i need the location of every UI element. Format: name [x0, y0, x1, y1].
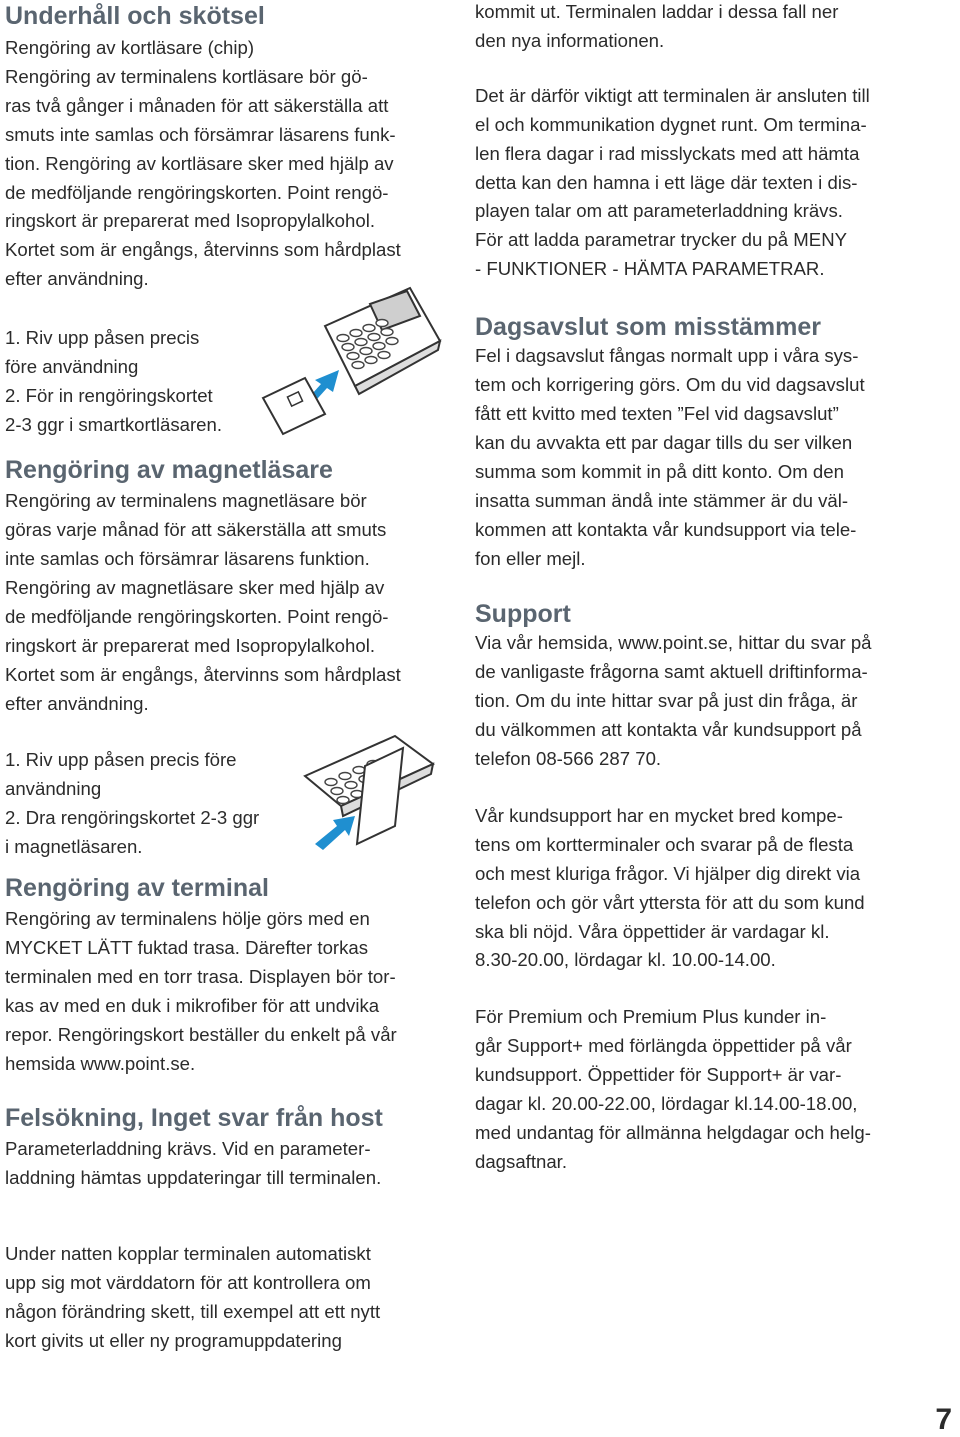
subtitle-chip-reader: Rengöring av kortläsare (chip): [5, 37, 255, 58]
text-line: tion. Rengöring av kortläsare sker med hjälp av: [5, 152, 394, 174]
step-line: 2. För in rengöringskortet: [5, 384, 213, 406]
text-line: tion. Om du inte hittar svar på just din fråga, är: [475, 690, 858, 712]
text-line: ringskort är preparerat med Isopropylalkohol.: [5, 210, 375, 232]
text-line: summa som kommit in på ditt konto. Om den: [475, 460, 844, 482]
step-line: 1. Riv upp påsen precis: [5, 327, 200, 349]
left-column: [5, 2, 445, 1193]
text-line: Rengöring av magnetläsare sker med hjälp av: [5, 576, 385, 598]
step-line: 2-3 ggr i smartkortläsaren.: [5, 413, 223, 435]
text-line: - FUNKTIONER - HÄMTA PARAMETRAR.: [475, 258, 825, 280]
text-line: Vår kundsupport har en mycket bred kompe-: [475, 804, 843, 826]
text-line: de vanligaste frågorna samt aktuell driftinforma-: [475, 661, 868, 683]
text-line: går Support+ med förlängda öppettider på vår: [475, 1035, 852, 1057]
day-close-text: [475, 342, 915, 573]
magnetic-swipe-illustration: [295, 716, 445, 856]
text-line: med undantag för allmänna helgdagar och helg-: [475, 1122, 871, 1143]
text-line: Rengöring av terminalens hölje görs med en: [5, 908, 370, 930]
text-line: el och kommunikation dygnet runt. Om termina-: [475, 113, 867, 135]
text-line: Via vår hemsida, www.point.se, hittar du svar på: [475, 632, 872, 654]
text-line: kort givits ut eller ny programuppdatering: [5, 1329, 342, 1351]
step-line: före användning: [5, 356, 139, 378]
magnetic-steps-text: [5, 746, 295, 862]
text-line: telefon 08-566 287 70.: [475, 748, 662, 770]
text-line: upp sig mot värddatorn för att kontrollera om: [5, 1271, 371, 1293]
text-line: MYCKET LÄTT fuktad trasa. Därefter torkas: [5, 937, 369, 959]
chip-steps-text: [5, 324, 255, 440]
section-title-maintenance: Underhåll och skötsel: [5, 2, 265, 30]
text-line: de medföljande rengöringskorten. Point rengö-: [5, 605, 389, 627]
text-line: Fel i dagsavslut fångas normalt upp i våra sys-: [475, 345, 859, 367]
night-update-text: [5, 1240, 445, 1356]
chip-reader-text: [5, 63, 445, 294]
text-line: telefon och gör vårt yttersta för att du som kund: [475, 891, 865, 913]
text-line: 8.30-20.00, lördagar kl. 10.00-14.00.: [475, 949, 776, 971]
text-line: kas av med en duk i mikrofiber för att undvika: [5, 995, 380, 1017]
text-line: Kortet som är engångs, återvinns som hårdplast: [5, 239, 401, 261]
magnetic-reader-text: [5, 487, 445, 718]
text-line: hemsida www.point.se.: [5, 1052, 196, 1074]
section-title-support: Support: [475, 600, 571, 629]
text-line: terminalen med en torr trasa. Displayen bör tor-: [5, 966, 396, 988]
section-title-terminal-cleaning: Rengöring av terminal: [5, 874, 269, 903]
text-line: Det är därför viktigt att terminalen är ansluten till: [475, 84, 870, 106]
section-title-day-close: Dagsavslut som misstämmer: [475, 313, 821, 342]
text-line: tens om kortterminaler och svarar på de flesta: [475, 833, 854, 855]
text-line: len flera dagar i rad misslyckats med att hämta: [475, 142, 860, 164]
text-line: den nya informationen.: [475, 29, 665, 51]
text-line: ras två gånger i månaden för att säkerställa att: [5, 94, 389, 116]
text-line: fått ett kvitto med texten ”Fel vid dagsavslut”: [475, 402, 839, 424]
terminal-cleaning-text: [5, 905, 445, 1078]
text-line: göras varje månad för att säkerställa att smuts: [5, 519, 387, 541]
text-line: Parameterladdning krävs. Vid en parameter-: [5, 1137, 371, 1159]
text-line: dagar kl. 20.00-22.00, lördagar kl.14.00-18.00,: [475, 1093, 858, 1115]
text-line: ringskort är preparerat med Isopropylalkohol.: [5, 634, 375, 656]
step-line: i magnetläsaren.: [5, 836, 143, 858]
text-line: du välkommen att kontakta vår kundsupport på: [475, 719, 862, 741]
section-title-troubleshooting: Felsökning, Inget svar från host: [5, 1103, 383, 1132]
text-line: laddning hämtas uppdateringar till terminalen.: [5, 1166, 382, 1188]
text-line: För att ladda parametrar trycker du på MENY: [475, 229, 848, 251]
text-line: Rengöring av terminalens kortläsare bör gö-: [5, 65, 368, 87]
premium-text: [475, 1003, 915, 1176]
section-title-magnetic-reader: Rengöring av magnetläsare: [5, 456, 333, 485]
right-column: [475, 0, 915, 1177]
step-line: 1. Riv upp påsen precis före: [5, 749, 237, 771]
chip-card-insert-illustration: [255, 286, 445, 436]
chip-steps: [5, 324, 445, 439]
text-line: efter användning.: [5, 268, 149, 290]
text-line: kommen att kontakta vår kundsupport via tele-: [475, 518, 857, 540]
page-number: 7: [935, 1403, 952, 1436]
text-line: de medföljande rengöringskorten. Point rengö-: [5, 181, 389, 203]
text-line: playen talar om att parameterladdning krävs.: [475, 200, 843, 222]
step-line: 2. Dra rengöringskortet 2-3 ggr: [5, 807, 260, 829]
text-line: repor. Rengöringskort beställer du enkelt på vår: [5, 1024, 397, 1046]
text-line: ska bli nöjd. Våra öppettider är vardagar kl.: [475, 920, 830, 942]
text-line: kommit ut. Terminalen laddar i dessa fall ner: [475, 1, 839, 22]
text-line: Kortet som är engångs, återvinns som hårdplast: [5, 663, 401, 685]
customer-support-text: [475, 802, 915, 975]
text-line: inte samlas och försämrar läsarens funktion.: [5, 547, 370, 569]
text-line: smuts inte samlas och försämrar läsarens funk-: [5, 123, 396, 145]
text-line: fon eller mejl.: [475, 547, 586, 569]
support-text: [475, 629, 915, 774]
connection-text: [475, 82, 915, 284]
text-line: efter användning.: [5, 692, 149, 714]
troubleshooting-text: [5, 1135, 445, 1193]
intro-text: [475, 0, 915, 56]
text-line: kundsupport. Öppettider för Support+ är var-: [475, 1064, 842, 1086]
text-line: tem och korrigering görs. Om du vid dagsavslut: [475, 374, 865, 396]
text-line: Under natten kopplar terminalen automatiskt: [5, 1243, 371, 1264]
text-line: någon förändring skett, till exempel att ett nytt: [5, 1300, 381, 1322]
text-line: kan du avvakta ett par dagar tills du ser vilken: [475, 431, 853, 453]
text-line: Rengöring av terminalens magnetläsare bör: [5, 490, 367, 512]
text-line: insatta summan ändå inte stämmer är du väl-: [475, 489, 849, 511]
text-line: detta kan den hamna i ett läge där texten i dis-: [475, 171, 858, 193]
cleaning-card-icon: [263, 378, 325, 434]
step-line: användning: [5, 778, 102, 800]
magnetic-steps: [5, 746, 445, 861]
text-line: För Premium och Premium Plus kunder in-: [475, 1006, 827, 1028]
arrow-icon: [315, 816, 355, 850]
text-line: och mest kluriga frågor. Vi hjälper dig direkt via: [475, 862, 861, 884]
text-line: dagsaftnar.: [475, 1150, 568, 1172]
